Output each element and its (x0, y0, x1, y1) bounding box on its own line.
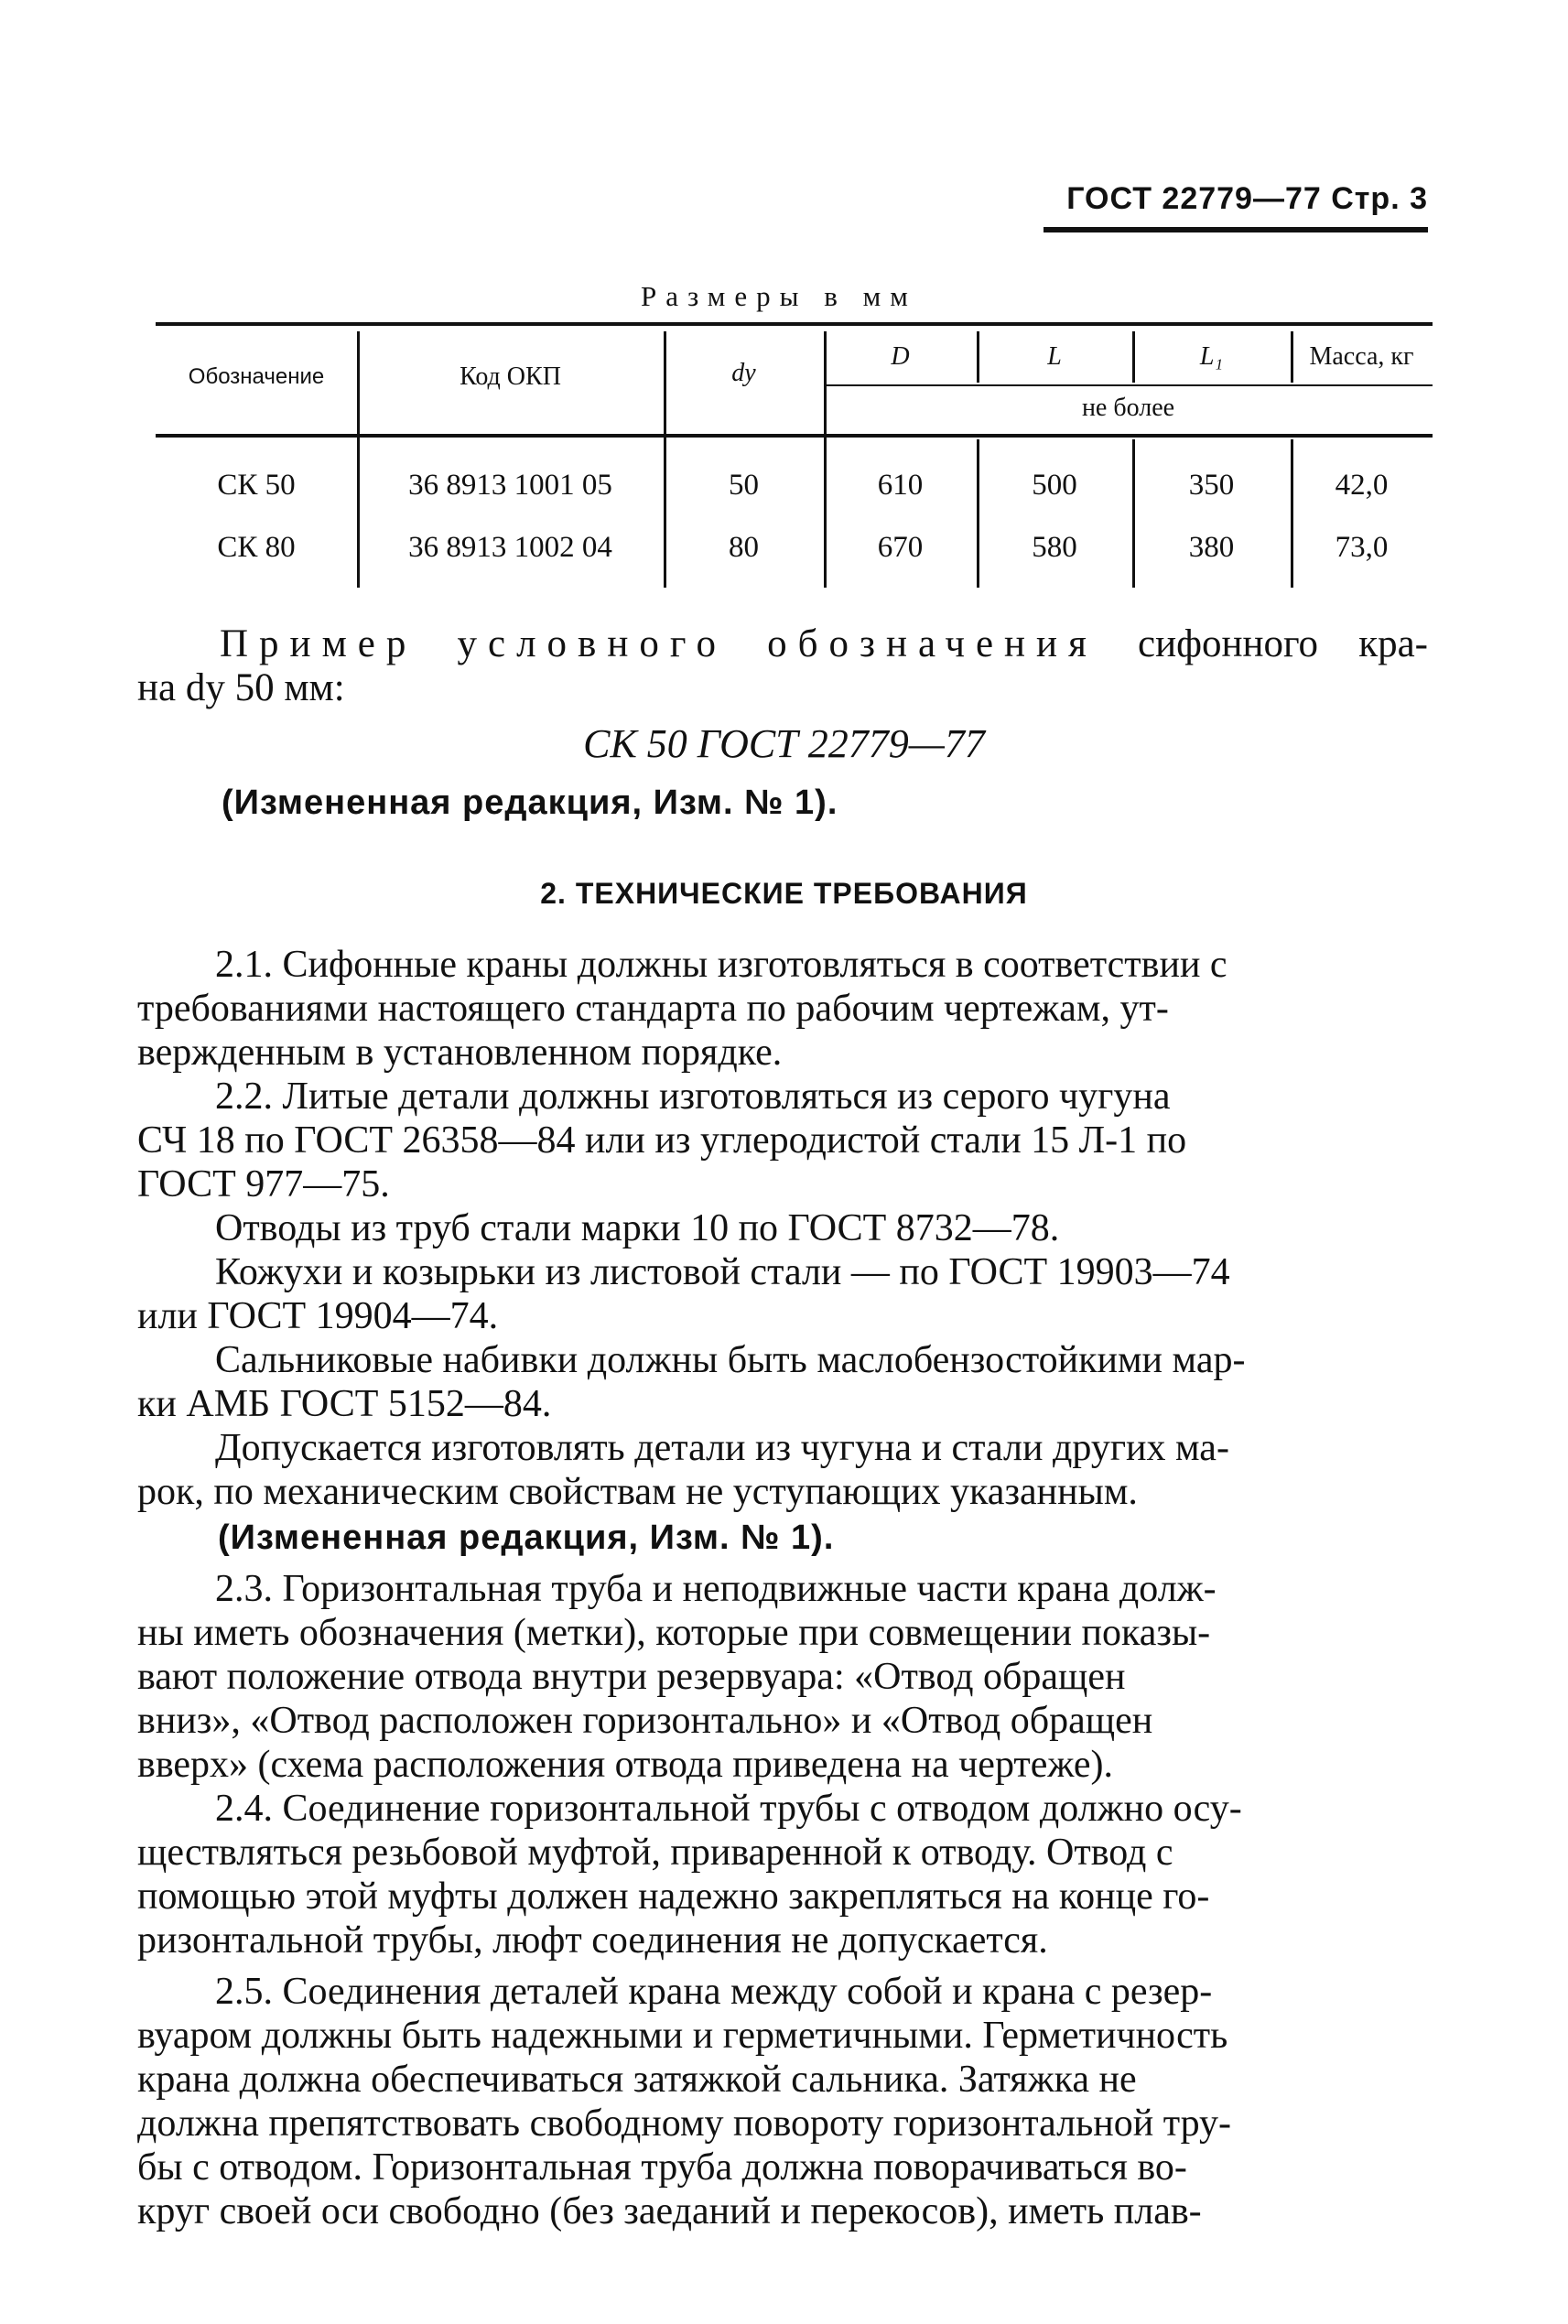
example-word: кра- (1358, 622, 1428, 665)
col-header-dy: dу (731, 359, 756, 387)
cell-dy: 80 (729, 531, 759, 564)
example-line-1 (220, 622, 1428, 666)
example-word: сифонного (1138, 622, 1319, 665)
col-header-D: D (891, 342, 910, 371)
cell-D: 610 (877, 469, 924, 502)
body-line: ществляться резьбовой муфтой, приваренной к отводу. Отвод с (137, 1832, 1173, 1874)
body-line: вуаром должны быть надежными и герметичными. Герметичность (137, 2015, 1228, 2057)
body-line: ны иметь обозначения (метки), которые при совмещении показы- (137, 1612, 1211, 1654)
body-line: СЧ 18 по ГОСТ 26358—84 или из углеродистой стали 15 Л-1 по (137, 1119, 1187, 1162)
body-line: 2.5. Соединения деталей крана между собой и крана с резер- (215, 1971, 1213, 2013)
amendment-note: (Измененная редакция, Изм. № 1). (218, 1519, 835, 1557)
col-sep (1132, 439, 1135, 588)
cell-L: 580 (1032, 531, 1077, 564)
cell-mass: 42,0 (1335, 469, 1389, 502)
cell-designation: СК 80 (217, 531, 296, 564)
cell-L: 500 (1032, 469, 1077, 502)
body-line: Допускается изготовлять детали из чугуна и стали других ма- (215, 1427, 1229, 1469)
example-line-2: на dу 50 мм: (137, 666, 345, 709)
table-header-rule (156, 434, 1433, 438)
body-line: рок, по механическим свойствам не уступающих указанным. (137, 1471, 1138, 1513)
cell-designation: СК 50 (217, 469, 296, 502)
body-line: Кожухи и козырьки из листовой стали — по ГОСТ 19903—74 (215, 1251, 1230, 1293)
body-line: 2.3. Горизонтальная труба и неподвижные части крана долж- (215, 1568, 1217, 1610)
dimensions-table (156, 322, 1433, 588)
amendment-note: (Измененная редакция, Изм. № 1). (222, 784, 838, 822)
body-line: или ГОСТ 19904—74. (137, 1295, 499, 1337)
body-line: ки АМБ ГОСТ 5152—84. (137, 1383, 552, 1425)
example-designation: СК 50 ГОСТ 22779—77 (583, 721, 985, 766)
body-line: Сальниковые набивки должны быть маслобензостойкими мар- (215, 1339, 1246, 1381)
col-header-not-more: не более (1081, 394, 1175, 422)
col-sep (1291, 439, 1293, 588)
body-line: 2.2. Литые детали должны изготовляться из серого чугуна (215, 1076, 1171, 1118)
cell-dy: 50 (729, 469, 759, 502)
body-line: ризонтальной трубы, люфт соединения не допускается. (137, 1919, 1048, 1962)
col-header-L1: L₁ (1199, 342, 1224, 371)
body-line: круг своей оси свободно (без заеданий и перекосов), иметь плав- (137, 2190, 1202, 2232)
body-line: должна препятствовать свободному повороту горизонтальной тру- (137, 2102, 1232, 2145)
body-line: ГОСТ 977—75. (137, 1163, 390, 1205)
cell-L1: 380 (1188, 531, 1235, 564)
col-header-mass: Масса, кг (1309, 342, 1414, 371)
example-word: условного (457, 622, 727, 665)
cell-L1: 350 (1188, 469, 1235, 502)
cell-okp: 36 8913 1002 04 (408, 531, 612, 564)
table-caption: Размеры в мм (641, 280, 917, 312)
body-line: вержденным в установленном порядке. (137, 1032, 783, 1074)
col-header-okp: Код ОКП (460, 362, 561, 391)
not-more-rule (824, 384, 1433, 386)
page-header: ГОСТ 22779—77 Стр. 3 (1066, 181, 1428, 216)
body-line: вают положение отвода внутри резервуара: «Отвод обращен (137, 1656, 1126, 1698)
header-rule (1044, 227, 1428, 232)
body-line: крана должна обеспечиваться затяжкой сальника. Затяжка не (137, 2059, 1137, 2101)
col-sep (977, 439, 979, 588)
section-title: 2. ТЕХНИЧЕСКИЕ ТРЕБОВАНИЯ (540, 877, 1028, 910)
example-word: обозначения (767, 622, 1098, 665)
col-header-L: L (1047, 342, 1062, 371)
body-line: вниз», «Отвод расположен горизонтально» и «Отвод обращен (137, 1700, 1153, 1742)
body-line: вверх» (схема расположения отвода приведена на чертеже). (137, 1744, 1113, 1786)
body-line: помощью этой муфты должен надежно закрепляться на конце го- (137, 1875, 1210, 1918)
table-top-rule (156, 322, 1433, 326)
body-line: 2.4. Соединение горизонтальной трубы с отводом должно осу- (215, 1788, 1242, 1830)
body-line: бы с отводом. Горизонтальная труба должна поворачиваться во- (137, 2146, 1187, 2189)
body-line: требованиями настоящего стандарта по рабочим чертежам, ут- (137, 988, 1169, 1030)
col-header-designation: Обозначение (188, 364, 325, 389)
example-word: Пример (220, 622, 417, 665)
cell-mass: 73,0 (1335, 531, 1389, 564)
cell-D: 670 (877, 531, 924, 564)
body-line: Отводы из труб стали марки 10 по ГОСТ 8732—78. (215, 1207, 1060, 1249)
cell-okp: 36 8913 1001 05 (408, 469, 612, 502)
body-line: 2.1. Сифонные краны должны изготовляться в соответствии с (215, 944, 1227, 986)
